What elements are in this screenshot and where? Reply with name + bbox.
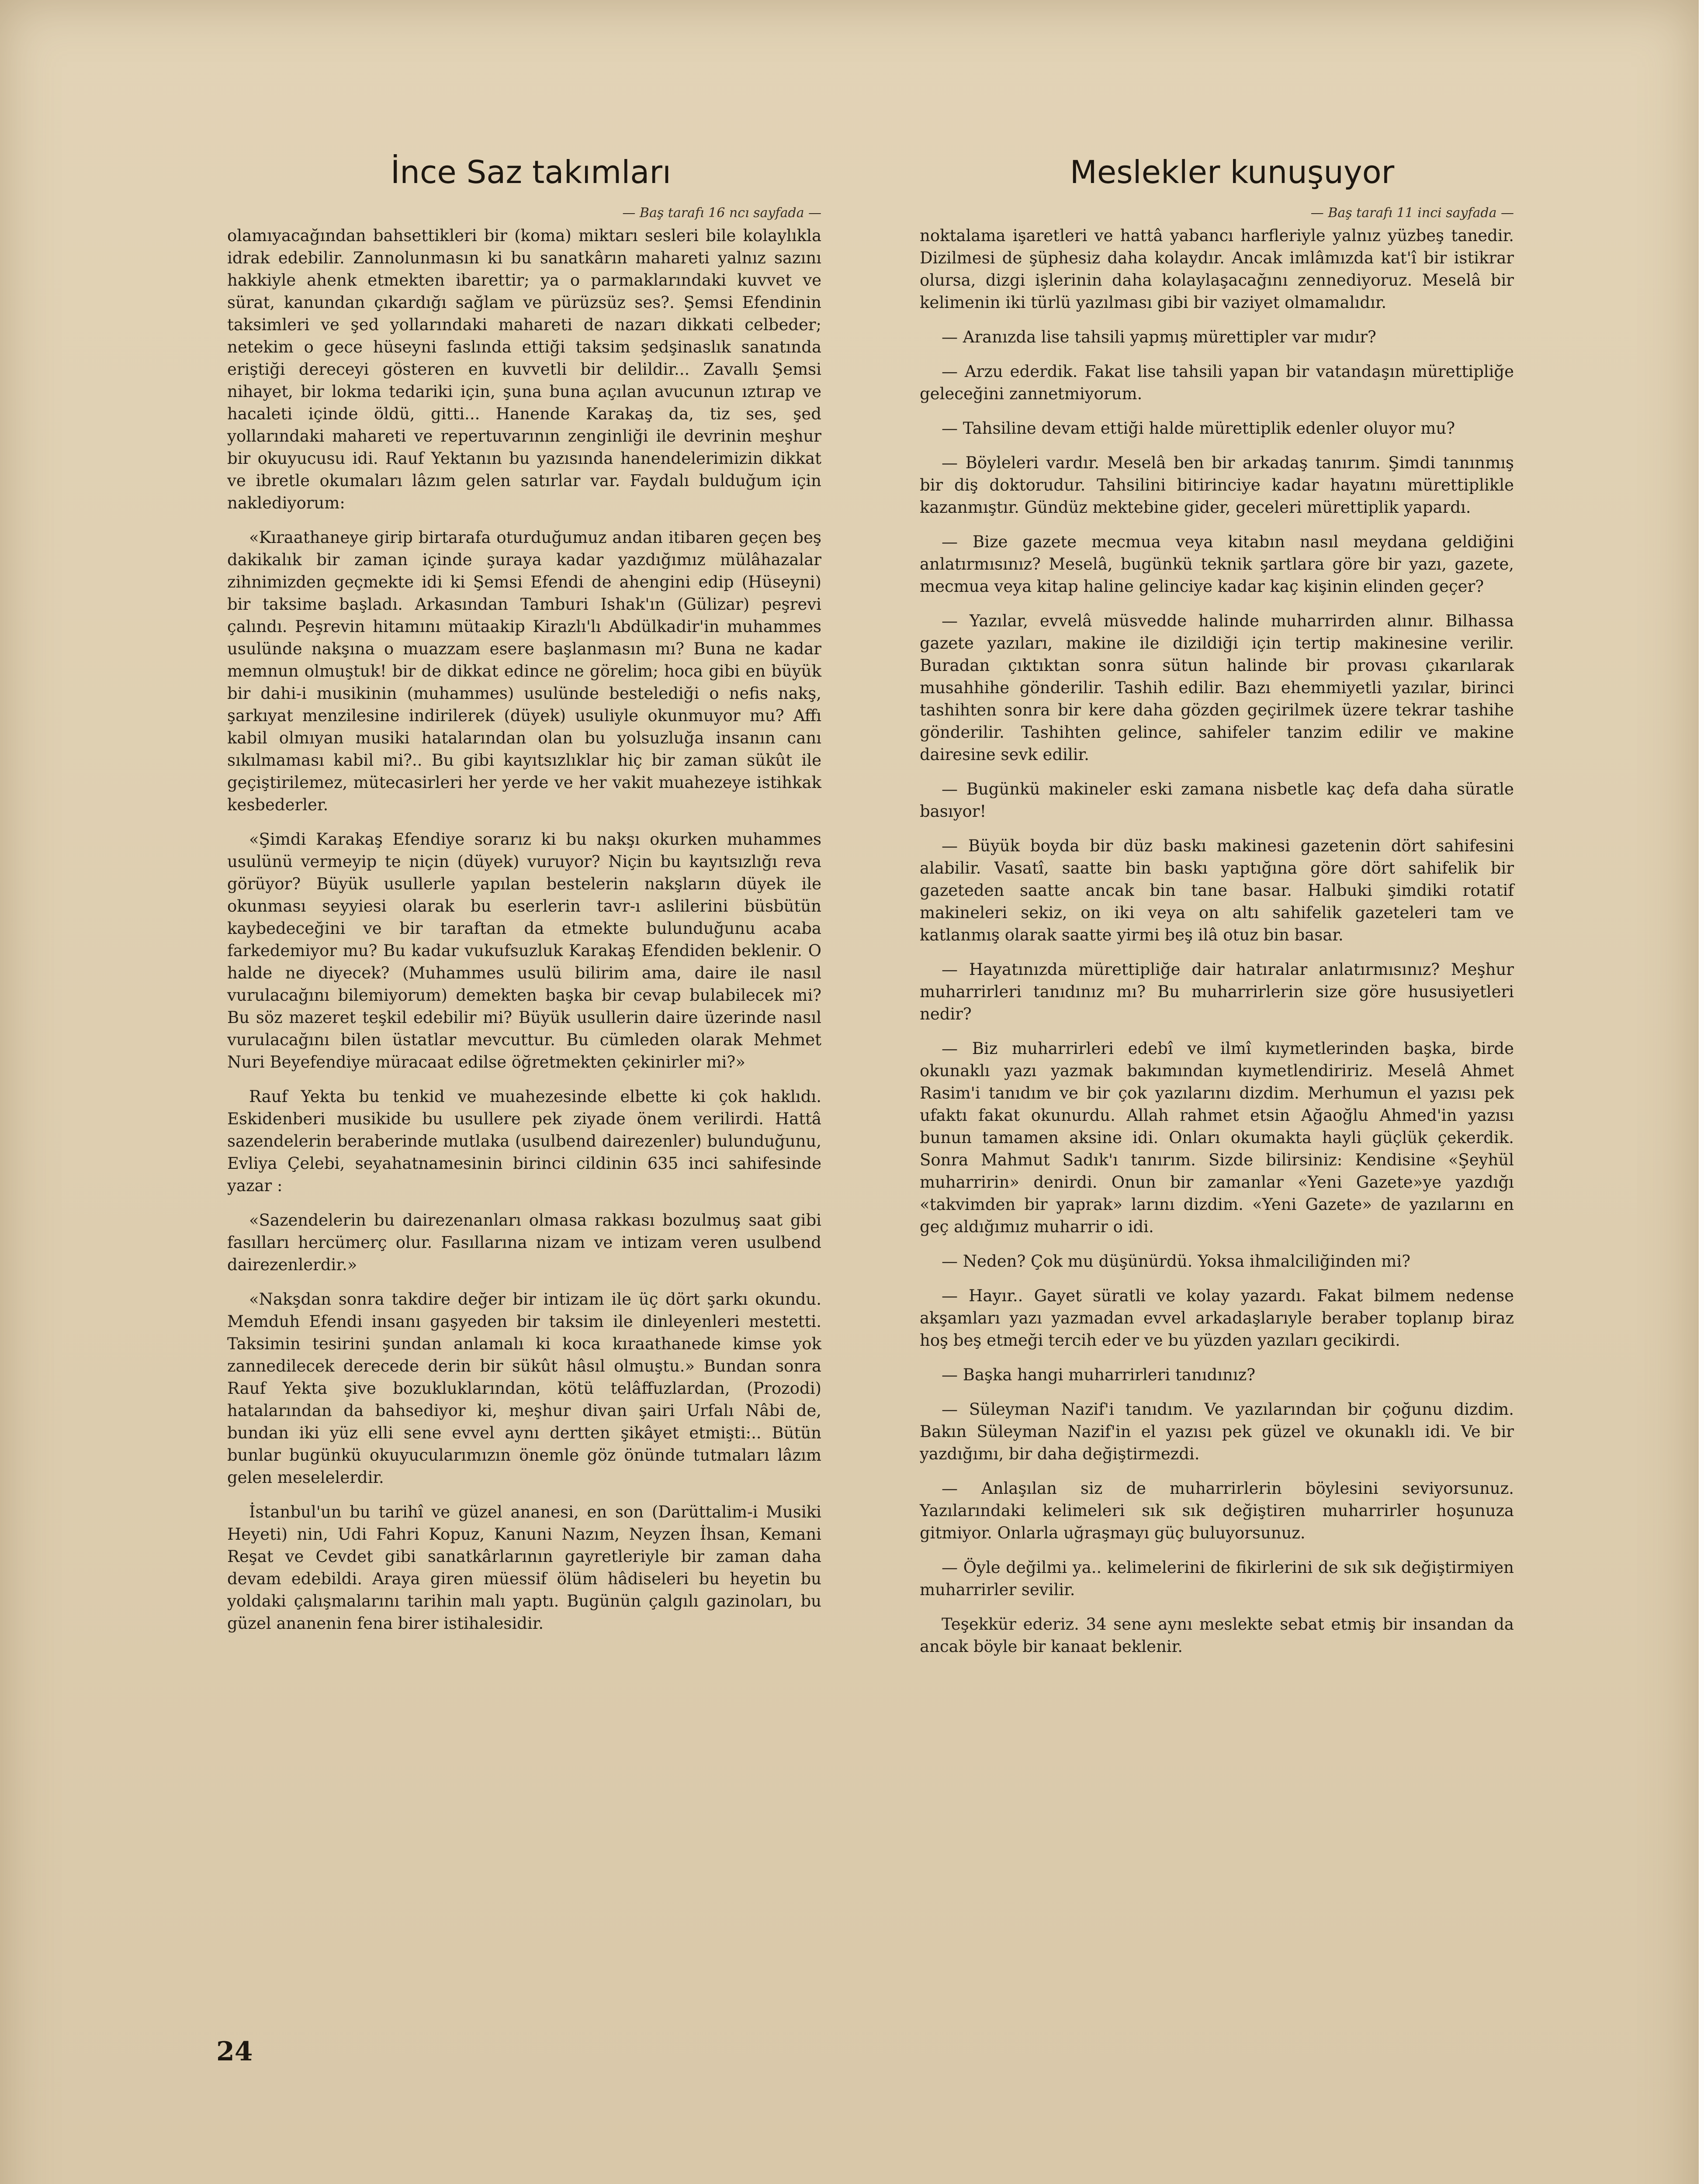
paragraph: Rauf Yekta bu tenkid ve muahezesinde elbette ki çok haklıdı. Eskidenberi musikide bu usullere pek ziyade önem verilirdi. Hattâ sazendelerin beraberinde mutlaka (usulbend dairezenler) bulunduğunu, Evliya Çelebi, seyahatnamesinin birinci cildinin 635 inci sahifesinde yazar : [227,1087,821,1195]
question: — Aranızda lise tahsili yapmış mürettipler var mıdır? [942,328,1376,346]
paragraph: «Sazendelerin bu dairezenanları olmasa rakkası bozulmuş saat gibi fasılları hercümerç olur. Fasıllarına nizam ve intizam veren usulbend dairezenlerdir.» [227,1211,821,1274]
paragraph: «Nakşdan sonra takdire değer bir intizam ile üç dört şarkı okundu. Memduh Efendi insanı gaşyeden bir taksim ile dinleyenleri mestetti. Taksimin tesirini şundan anlamalı ki koca kıraathanede kimse yok zannedilecek derecede derin bir sükût hâsıl olmuştu.» Bundan sonra Rauf Yekta şive bozukluklarından, kötü telâffuzlardan, (Prozodi) hatalarından da bahsediyor ki, meşhur divan şairi Urfalı Nâbi de, bundan iki yüz elli sene evvel aynı dertten şikâyet etmişti:.. Bütün bunlar bugünkü okuyucularımızın önemle göz önünde tutmaları lâzım gelen meselelerdir. [227,1290,821,1487]
answer: — Süleyman Nazif'i tanıdım. Ve yazılarından bir çoğunu dizdim. Bakın Süleyman Nazif'in el yazısı pek güzel ve okunaklı idi. Ve bir yazdığımı, bir daha değiştirmezdi. [920,1400,1514,1463]
question: — Başka hangi muharrirleri tanıdınız? [942,1365,1256,1384]
article-title: Meslekler kunuşuyor [1070,154,1395,190]
closing-paragraph: Teşekkür ederiz. 34 sene aynı meslekte sebat etmiş bir insandan da ancak böyle bir kanaat beklenir. [920,1615,1514,1656]
answer: — Biz muharrirleri edebî ve ilmî kıymetlerinden başka, birde okunaklı yazı yazmak bakımından kıymetlendiririz. Meselâ Ahmet Rasim'i tanıdım ve bir çok yazılarını dizdim. Merhumun el yazısı pek ufaktı fakat okunurdu. Allah rahmet etsin Ağaoğlu Ahmed'in yazısı bunun tamamen aksine idi. Onları okumakta hayli güçlük çekerdik. Sonra Mahmut Sadık'ı tanırım. Sizde bilirsiniz: Kendisine «Şeyhül muharririn» denirdi. Onun bir zamanlar «Yeni Gazete»ye yazdığı «takvimden bir yaprak» larını dizdim. «Yeni Gazete» de yazılarını en geç aldığımız muharrir o idi. [920,1039,1514,1236]
question: — Bize gazete mecmua veya kitabın nasıl meydana geldiğini anlatırmısınız? Meselâ, bugünkü teknik şartlara göre bir yazı, gazete, mecmua veya kitap haline gelinciye kadar kaç kişinin elinden geçer? [920,532,1514,596]
paragraph: İstanbul'un bu tarihî ve güzel ananesi, en son (Darüttalim-i Musiki Heyeti) nin, Udi Fahri Kopuz, Kanuni Nazım, Neyzen İhsan, Kemani Reşat ve Cevdet gibi sanatkârlarının gayretleriyle bir zaman daha devam edebildi. Araya giren müessif ölüm hâdiseleri bu heyetin bu yoldaki çalışmalarını tarihin malı yaptı. Bugünün çalgılı gazinoları, bu güzel ananenin fena birer istihalesidir. [227,1503,821,1633]
answer: — Hayır.. Gayet süratli ve kolay yazardı. Fakat bilmem nedense akşamları yazı yazmadan evvel arkadaşlarıyle beraber toplanıp biraz hoş beş etmeği tercih eder ve bu yüzden yazıları gecikirdi. [920,1286,1514,1350]
answer: — Öyle değilmi ya.. kelimelerini de fikirlerini de sık sık değiştirmiyen muharrirler sevilir. [920,1558,1514,1599]
continued-note: — Baş tarafı 11 inci sayfada — [1310,205,1514,221]
question: — Anlaşılan siz de muharrirlerin böylesini seviyorsunuz. Yazılarındaki kelimeleri sık sık değiştiren muharrirler hoşunuza gitmiyor. Onlarla uğraşmayı güç buluyorsunuz. [920,1479,1514,1542]
paragraph: «Kıraathaneye girip birtarafa oturduğumuz andan itibaren geçen beş dakikalık bir zaman içinde şuraya kadar yazdığımız mülâhazalar zihnimizden geçmekte idi ki Şemsi Efendi de ahengini edip (Hüseyni) bir taksime başladı. Arkasından Tamburi Ishak'ın (Gülizar) peşrevi çalındı. Peşrevin hitamını mütaakip Kirazlı'lı Abdülkadir'in muhammes usulünde nakşına o muazzam esere başlanmasın mı? Buna ne kadar memnun olmuştuk! bir de dikkat edince ne görelim; hoca gibi en büyük bir dahi-i musikinin (muhammes) usulünde bestelediği o nefis nakş, şarkıyat menzilesine indirilerek (düyek) usuliyle okunmuyor mu? Affı kabil olmıyan musiki hatalarından olan bu yolsuzluğa insanın canı sıkılmaması kabil mi?.. Bu gibi kayıtsızlıklar hiç bir zaman sükût ile geçiştirilemez, mütecasirleri her yerde ve her vakit muahezeye istihkak kesbederler. [227,528,821,814]
continued-note: — Baş tarafı 16 ncı sayfada — [622,205,821,221]
page-number: 24 [216,2036,253,2067]
question: — Hayatınızda mürettipliğe dair hatıralar anlatırmısınız? Meşhur muharrirleri tanıdınız mı? Bu muharrirlerin size göre hususiyetleri nedir? [920,960,1514,1023]
question: — Bugünkü makineler eski zamana nisbetle kaç defa daha süratle basıyor! [920,780,1514,821]
question: — Neden? Çok mu düşünürdü. Yoksa ihmalciliğinden mi? [942,1252,1411,1271]
article-ince-saz [227,153,821,1647]
article-meslekler [920,153,1514,1670]
answer: — Büyük boyda bir düz baskı makinesi gazetenin dört sahifesini alabilir. Vasatî, saatte bin baskı yaptığına göre dört sahifelik bir gazeteden saatte ancak bin tane basar. Halbuki şimdiki rotatif makineleri sekiz, on iki veya on altı sahifelik gazeteleri tam ve katlanmış olarak saatte yirmi beş ilâ otuz bin basar. [920,836,1514,944]
question: — Tahsiline devam ettiği halde mürettiplik edenler oluyor mu? [942,419,1455,438]
answer: — Böyleleri vardır. Meselâ ben bir arkadaş tanırım. Şimdi tanınmış bir diş doktorudur. Tahsilini bitirinciye kadar hayatını mürettiplikle kazanmıştır. Gündüz mektebine gider, geceleri mürettiplik yapardı. [920,453,1514,517]
paragraph: olamıyacağından bahsettikleri bir (koma) miktarı sesleri bile kolaylıkla idrak edebilir. Zannolunmasın ki bu sanatkârın mahareti yalnız sazını hakkiyle ahenk etmekten ibarettir; ya o parmaklarındaki kuvvet ve sürat, kanundan çıkardığı sağlam ve pürüzsüz ses?. Şemsi Efendinin taksimleri ve şed yollarındaki mahareti de nazarı dikkati celbeder; netekim o gece hüseyni faslında ettiği taksim şedşinaslık sanatında eriştiği dereceyi gösteren en kuvvetli bir delildir... Zavallı Şemsi nihayet, bir lokma tedariki için, şuna buna açılan avucunun ıztırap ve hacaleti içinde öldü, gitti... Hanende Karakaş da, tiz ses, şed yollarındaki mahareti ve repertuvarının zenginliği ile devrinin meşhur bir okuyucusu idi. Rauf Yektanın bu yazısında hanendelerimizin dikkat ve ibretle okumaları lâzım gelen satırlar var. Faydalı bulduğum için naklediyorum: [227,226,821,512]
article-title: İnce Saz takımları [390,154,672,190]
answer: — Arzu ederdik. Fakat lise tahsili yapan bir vatandaşın mürettipliğe geleceğini zannetmiyorum. [920,362,1514,403]
answer: — Yazılar, evvelâ müsvedde halinde muharrirden alınır. Bilhassa gazete yazıları, makine ile dizildiği için tertip makinesine verilir. Buradan çıktıktan sonra sütun halinde bir provası çıkarılarak musahhihe gönderilir. Tashih edilir. Bazı ehemmiyetli yazılar, birinci tashihten sonra bir kere daha gözden geçirilmek üzere tekrar tashihe gönderilir. Tashihten gelince, sahifeler tanzim edilir ve makine dairesine sevk edilir. [920,612,1514,764]
paragraph: noktalama işaretleri ve hattâ yabancı harfleriyle yalnız yüzbeş tanedir. Dizilmesi de şüphesiz daha kolaydır. Ancak imlâmızda kat'î bir istikrar olursa, dizgi işlerinin daha kolaylaşacağını zennediyoruz. Meselâ bir kelimenin iki türlü yazılması gibi bir vaziyet olmamalıdır. [920,226,1514,312]
paragraph: «Şimdi Karakaş Efendiye sorarız ki bu nakşı okurken muhammes usulünü vermeyip te niçin (düyek) vuruyor? Niçin bu kayıtsızlığı reva görüyor? Büyük usullerle yapılan bestelerin nakşların düyek ile okunması seyyiesi olarak bu eserlerin tavr-ı aslilerini büsbütün kaybedeceğini ve bir taraftan da etmekte bulunduğunu acaba farkedemiyor mu? Bu kadar vukufsuzluk Karakaş Efendiden beklenir. O halde ne diyecek? (Muhammes usulü bilirim ama, daire ile nasıl vurulacağını bilemiyorum) demekten başka bir cevap bulabilecek mi? Bu söz mazeret teşkil edebilir mi? Büyük usullerin daire üzerinde nasıl vurulacağını bilen üstatlar mevcuttur. Bu cümleden olarak Mehmet Nuri Beyefendiye müracaat edilse öğretmekten çekinirler mi?» [227,830,821,1071]
